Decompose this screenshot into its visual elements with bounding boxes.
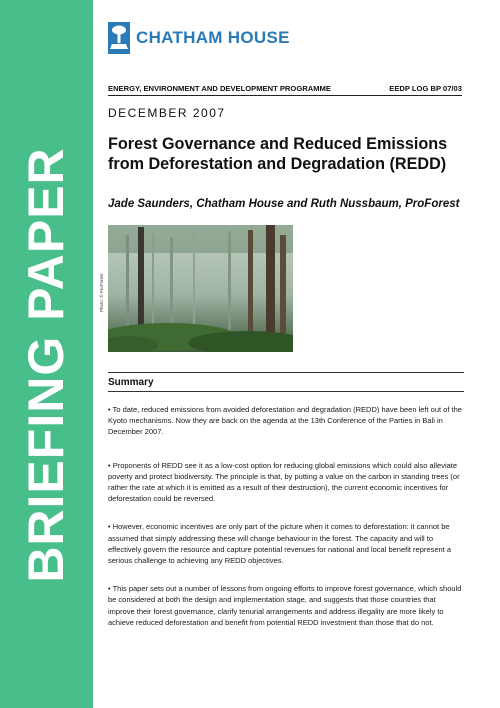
summary-rule-top [108,372,464,373]
programme-line [108,84,462,93]
chatham-house-emblem-icon [108,22,130,54]
summary-rule-bottom [108,391,464,392]
photo-credit: Photo: © ProForest [99,273,104,312]
org-logo [108,22,290,54]
briefing-paper-label: BRIEFING PAPER [18,147,74,583]
programme-name: ENERGY, ENVIRONMENT AND DEVELOPMENT PROGRAMME [108,84,331,93]
header-divider [108,95,462,96]
summary-heading: Summary [108,377,154,388]
publication-date: DECEMBER 2007 [108,106,226,120]
summary-bullet: • To date, reduced emissions from avoided deforestation and degradation (REDD) have been left out of the Kyoto mechanisms. Now they are back on the agenda at the 13th Conference of the Parties in Bali in December 2007. [108,405,462,437]
log-reference: EEDP LOG BP 07/03 [389,84,462,93]
summary-bullet: • However, economic incentives are only part of the picture when it comes to deforestation: it cannot be assumed that simply addressing these will change behaviour in the forest. The capacity and will to effectively govern the resource and capture potential revenues for national and local benefit represent a serious challenge to achieving any REDD objectives. [108,522,451,566]
sidebar-band [0,0,93,708]
summary-bullet: • Proponents of REDD see it as a low-cost option for reducing global emissions which could also alleviate poverty and protect biodiversity. The principle is that, by putting a value on the carbon in standing trees (or rather the rate at which it is emitted as a result of their destruction), the current economic incentives for deforestation could be reversed. [108,460,460,504]
paper-title: Forest Governance and Reduced Emissions from Deforestation and Degradation (REDD) [108,135,448,173]
org-name: CHATHAM HOUSE [136,28,290,47]
forest-photo [108,225,293,352]
authors-line: Jade Saunders, Chatham House and Ruth Nussbaum, ProForest [108,198,460,210]
summary-bullet-list [108,404,464,628]
summary-bullet: • This paper sets out a number of lessons from ongoing efforts to improve forest governance, which should be considered at both the design and implementation stage, and suggests that those countries that improve their forest governance, clarify tenurial arrangements and address illegality are more likely to achieve reduced deforestation and benefit from potential REDD investment than those that do not. [108,584,462,627]
